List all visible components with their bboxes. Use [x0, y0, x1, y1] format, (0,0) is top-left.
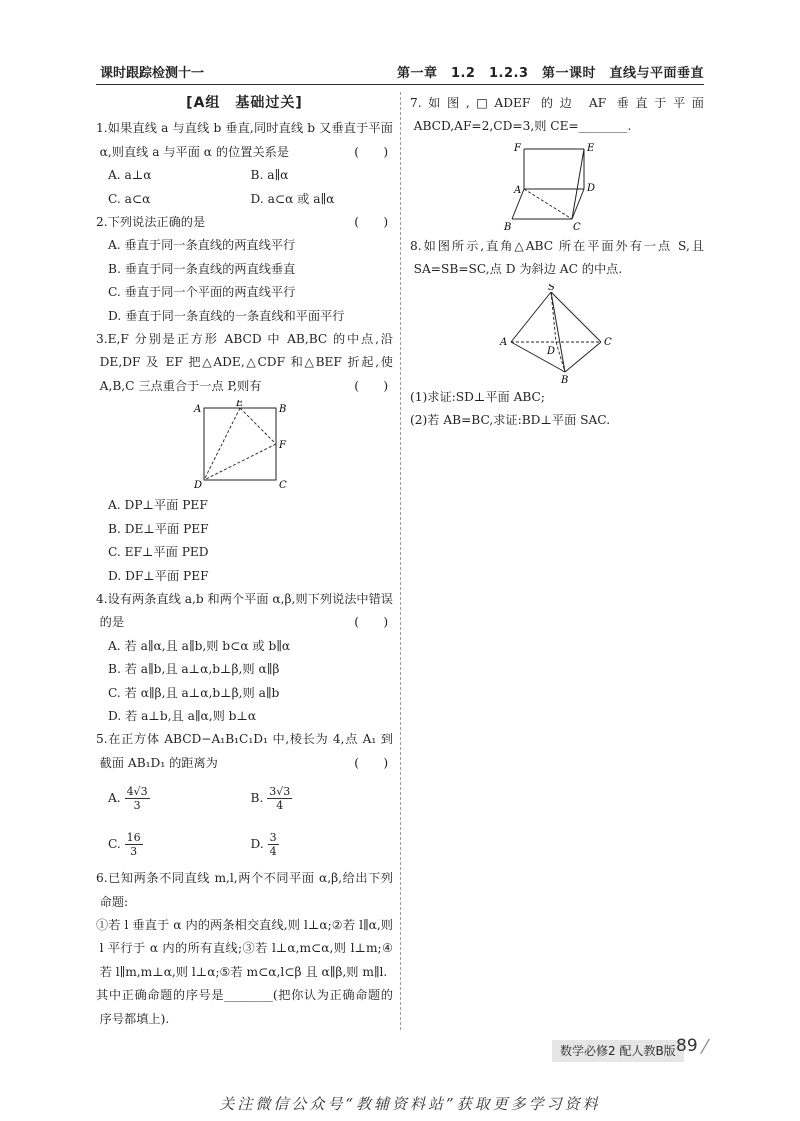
- q8-label-b: B: [561, 374, 569, 384]
- question-7: [410, 92, 704, 233]
- q6-body: ①若 l 垂直于 α 内的两条相交直线,则 l⊥α;②若 l∥α,则 l 平行于 α 内的所有直线;③若 l⊥α,m⊂α,则 l⊥m;④若 l∥m,m⊥α,则 l⊥α;⑤若 m⊂α,l⊂β 且 α∥β,则 m∥l.: [96, 917, 393, 979]
- q7-label-a: A: [514, 184, 522, 196]
- q5-option-b: B. $\frac{3√3}{4}$: [250, 784, 291, 812]
- q4-option-d: D. 若 a⊥b,且 a∥α,则 b⊥α: [108, 708, 257, 723]
- q4-option-a: A. 若 a∥α,且 a∥b,则 b⊂α 或 b∥α: [108, 638, 291, 653]
- section-title: [A组 基础过关]: [186, 95, 303, 111]
- q3-stem: 3.E,F 分别是正方形 ABCD 中 AB,BC 的中点,沿 DE,DF 及 EF 把△ADE,△CDF 和△BEF 折起,使 A,B,C 三点重合于一点 P,则有: [96, 332, 393, 393]
- q4-option-c: C. 若 α∥β,且 a⊥α,b⊥β,则 a∥b: [108, 685, 280, 700]
- left-column: [96, 92, 393, 1031]
- q8-label-c: C: [604, 336, 612, 348]
- q8-sub-2: (2)若 AB=BC,求证:BD⊥平面 SAC.: [410, 413, 611, 428]
- q3-label-f: F: [278, 440, 286, 452]
- q3-answer-paren: ( ): [354, 378, 389, 393]
- q2-stem: 2.下列说法正确的是: [96, 215, 206, 230]
- q5-option-d: D. $\frac{3}{4}$: [250, 830, 277, 858]
- q1-option-d: D. a⊂α 或 a∥α: [250, 191, 335, 206]
- question-3: [96, 328, 393, 588]
- q2-option-d: D. 垂直于同一条直线的一条直线和平面平行: [108, 308, 345, 323]
- handwritten-footer-note: 关注微信公众号“教辅资料站”获取更多学习资料: [219, 1095, 601, 1113]
- q6-stem: 6.已知两条不同直线 m,l,两个不同平面 α,β,给出下列命题:: [96, 871, 393, 909]
- q2-option-a: A. 垂直于同一条直线的两直线平行: [108, 238, 296, 253]
- q7-label-e: E: [587, 142, 595, 154]
- q8-label-s: S: [548, 283, 555, 293]
- q3-option-a: A. DP⊥平面 PEF: [108, 498, 208, 513]
- q8-stem: 8.如图所示,直角△ABC 所在平面外有一点 S,且 SA=SB=SC,点 D 为斜边 AC 的中点.: [410, 238, 704, 277]
- q8-label-d: D: [547, 345, 556, 357]
- q7-stem: 7.如图,□ADEF 的边 AF 垂直于平面 ABCD,AF=2,CD=3,则 CE=________.: [410, 96, 704, 134]
- column-divider: [400, 92, 401, 1030]
- q5-option-a: A. $\frac{4√3}{3}$: [108, 784, 148, 812]
- header-left-title: 课时跟踪检测十一: [100, 66, 205, 81]
- q8-pyramid-figure: [497, 284, 617, 384]
- q7-solid-figure: [502, 141, 612, 233]
- footer-book-badge: 数学必修2 配人教B版: [552, 1040, 684, 1062]
- page-number: 89: [676, 1036, 698, 1056]
- q3-label-c: C: [278, 480, 287, 492]
- q2-option-b: B. 垂直于同一条直线的两直线垂直: [108, 261, 296, 276]
- page-header: [100, 62, 704, 84]
- question-5: [96, 728, 393, 867]
- q5-answer-paren: ( ): [354, 755, 389, 770]
- q4-option-b: B. 若 a∥b,且 a⊥α,b⊥β,则 α∥β: [108, 662, 280, 677]
- q3-option-c: C. EF⊥平面 PED: [108, 545, 209, 560]
- q6-tail: 其中正确命题的序号是________(把你认为正确命题的序号都填上).: [96, 988, 393, 1026]
- header-right-chapter: 第一章 1.2 1.2.3 第一课时 直线与平面垂直: [396, 66, 704, 81]
- q1-stem: 1.如果直线 a 与直线 b 垂直,同时直线 b 又垂直于平面 α,则直线 a 与平面 α 的位置关系是: [96, 121, 393, 159]
- q7-label-d: D: [587, 182, 596, 194]
- question-8: [410, 235, 704, 433]
- q3-square-figure: [190, 400, 300, 492]
- q5-option-c: C. $\frac{16}{3}$: [108, 830, 141, 858]
- header-rule: [96, 84, 704, 85]
- q7-label-f: F: [514, 142, 521, 154]
- q3-option-b: B. DE⊥平面 PEF: [108, 521, 209, 536]
- q7-label-c: C: [573, 221, 581, 233]
- q1-answer-paren: ( ): [354, 144, 389, 159]
- q5-stem: 5.在正方体 ABCD−A₁B₁C₁D₁ 中,棱长为 4,点 A₁ 到截面 AB₁D₁ 的距离为: [96, 732, 393, 770]
- q7-label-b: B: [504, 221, 512, 233]
- q8-label-a: A: [500, 336, 508, 348]
- question-6: [96, 867, 393, 1031]
- question-4: [96, 588, 393, 728]
- q4-stem: 4.设有两条直线 a,b 和两个平面 α,β,则下列说法中错误的是: [96, 591, 393, 630]
- q2-option-c: C. 垂直于同一个平面的两直线平行: [108, 285, 296, 300]
- question-1: [96, 117, 393, 211]
- q2-answer-paren: ( ): [354, 215, 389, 230]
- right-column: [410, 92, 704, 432]
- q1-option-c: C. a⊂α: [108, 191, 151, 206]
- q8-sub-1: (1)求证:SD⊥平面 ABC;: [410, 389, 545, 404]
- q1-option-b: B. a∥α: [250, 168, 289, 183]
- q3-label-e: E: [235, 400, 243, 410]
- q1-option-a: A. a⊥α: [108, 168, 152, 183]
- question-2: [96, 211, 393, 328]
- q3-label-a: A: [193, 404, 201, 416]
- q3-label-d: D: [193, 480, 202, 492]
- q4-answer-paren: ( ): [354, 615, 389, 630]
- q3-label-b: B: [278, 404, 286, 416]
- page-number-slash: /: [699, 1036, 711, 1057]
- q3-option-d: D. DF⊥平面 PEF: [108, 568, 209, 583]
